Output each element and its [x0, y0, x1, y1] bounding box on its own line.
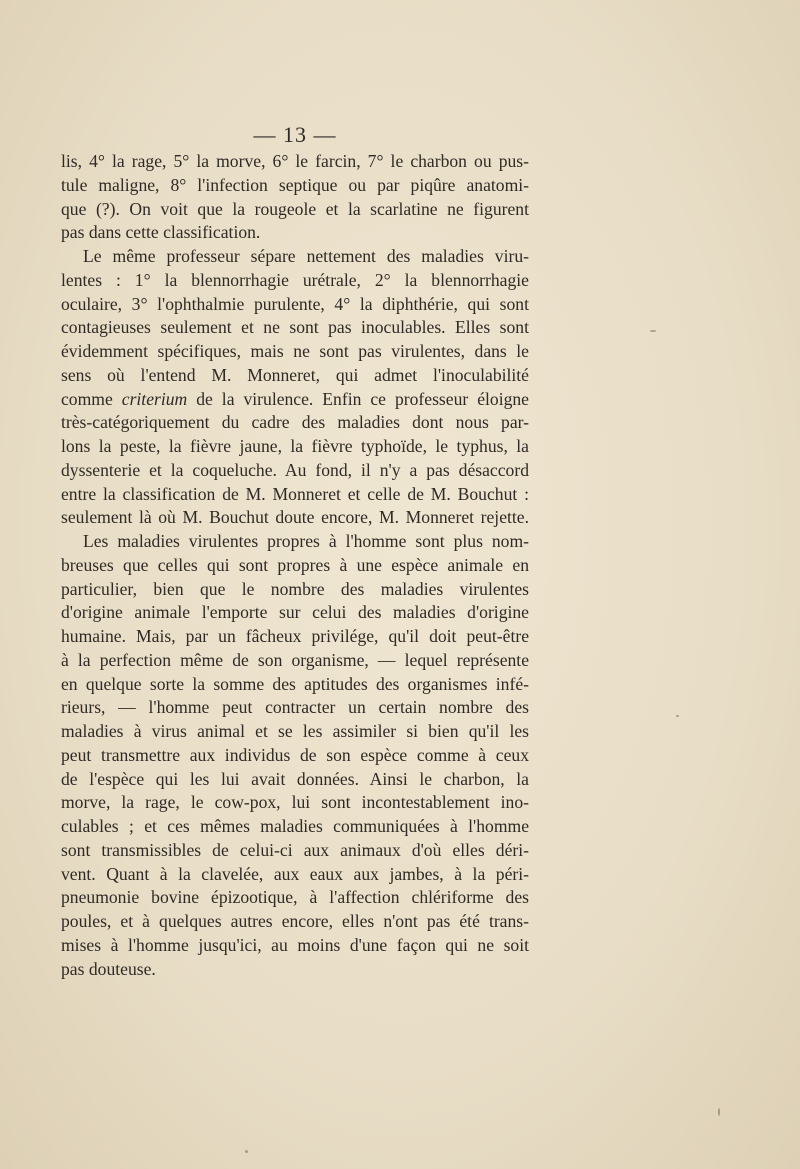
text-line: sont transmissibles de celui-ci aux animaux d'où elles déri- — [61, 839, 529, 860]
text-line: évidemment spécifiques, mais ne sont pas virulentes, dans le — [61, 341, 529, 361]
paper-speck — [718, 1108, 720, 1116]
text-line: particulier, bien que le nombre des maladies virulentes — [61, 578, 529, 599]
text-line: tule maligne, 8° l'infection septique ou par piqûre anatomi- — [61, 174, 529, 195]
page-number: — 13 — — [253, 122, 337, 147]
body-text — [61, 150, 529, 981]
paper-speck — [650, 330, 656, 332]
text-line: entre la classification de M. Monneret et celle de M. Bouchut : — [61, 483, 529, 504]
text-line: en quelque sorte la somme des aptitudes des organismes infé- — [61, 673, 529, 694]
text-line: dyssenterie et la coqueluche. Au fond, il n'y a pas désaccord — [61, 459, 529, 480]
text-line: breuses que celles qui sont propres à une espèce animale en — [61, 554, 529, 575]
text-line: Les maladies virulentes propres à l'homme sont plus nom- — [83, 531, 529, 551]
text-line: morve, la rage, le cow-pox, lui sont incontestablement ino- — [61, 792, 529, 813]
paper-speck — [676, 715, 679, 717]
text-line: seulement là où M. Bouchut doute encore, M. Monneret rejette. — [61, 507, 529, 528]
text-line: très-catégoriquement du cadre des maladies dont nous par- — [61, 412, 529, 433]
text-segment: de la virulence. Enfin ce professeur éloigne — [187, 388, 529, 409]
text-line: humaine. Mais, par un fâcheux privilége, qu'il doit peut-être — [61, 626, 529, 646]
text-line: oculaire, 3° l'ophthalmie purulente, 4° la diphthérie, qui sont — [61, 293, 529, 314]
text-line: contagieuses seulement et ne sont pas inoculables. Elles sont — [61, 317, 529, 338]
text-line: lis, 4° la rage, 5° la morve, 6° le farcin, 7° le charbon ou pus- — [61, 151, 529, 171]
text-line: vent. Quant à la clavelée, aux eaux aux jambes, à la péri- — [61, 863, 529, 884]
text-line: pas douteuse. — [61, 958, 156, 979]
text-line: sens où l'entend M. Monneret, qui admet l'inoculabilité — [61, 364, 529, 385]
text-line: pas dans cette classification. — [61, 222, 261, 243]
text-line: pneumonie bovine épizootique, à l'affection chlériforme des — [61, 887, 529, 908]
text-line: rieurs, — l'homme peut contracter un certain nombre des — [61, 697, 529, 718]
text-line: d'origine animale l'emporte sur celui des maladies d'origine — [61, 602, 529, 623]
text-segment: comme — [61, 388, 122, 409]
text-line: que (?). On voit que la rougeole et la scarlatine ne figurent — [61, 198, 529, 219]
text-line: maladies à virus animal et se les assimiler si bien qu'il les — [61, 721, 529, 741]
text-line: mises à l'homme jusqu'ici, au moins d'une façon qui ne soit — [61, 934, 529, 955]
text-line: lentes : 1° la blennorrhagie urétrale, 2° la blennorrhagie — [61, 269, 529, 290]
italic-term: criterium — [121, 388, 188, 409]
text-line — [61, 388, 529, 412]
text-line: Le même professeur sépare nettement des maladies viru- — [83, 246, 529, 266]
text-line: culables ; et ces mêmes maladies communiquées à l'homme — [61, 816, 529, 836]
text-line: poules, et à quelques autres encore, elles n'ont pas été trans- — [61, 911, 529, 931]
paper-speck — [245, 1150, 248, 1153]
text-line: à la perfection même de son organisme, — lequel représente — [61, 649, 529, 670]
text-line: lons la peste, la fièvre jaune, la fièvre typhoïde, le typhus, la — [61, 436, 529, 456]
text-line: de l'espèce qui les lui avait données. Ainsi le charbon, la — [61, 768, 529, 789]
text-line: peut transmettre aux individus de son espèce comme à ceux — [61, 744, 529, 765]
